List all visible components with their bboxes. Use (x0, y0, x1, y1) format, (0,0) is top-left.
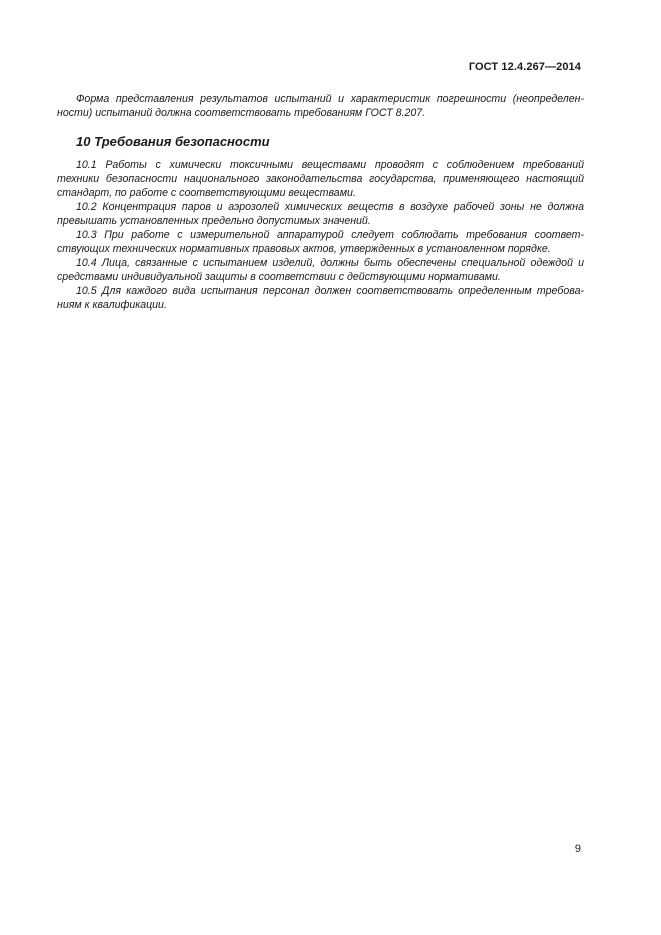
item-10-1-line-3: стандарт, по работе с соответствующими веществами. (57, 187, 356, 199)
item-10-1-line-1: 10.1 Работы с химически токсичными веществами проводят с соблюдением требований (76, 159, 584, 171)
item-10-3-line-1: 10.3 При работе с измерительной аппаратурой следует соблюдать требования соответ- (76, 229, 584, 241)
item-10-3 (57, 228, 584, 256)
item-10-3-line-2: ствующих технических нормативных правовых актов, утвержденных в установленном порядке. (57, 243, 551, 255)
item-10-4 (57, 256, 584, 284)
section-heading: 10 Требования безопасности (76, 134, 270, 149)
item-10-4-line-2: средствами индивидуальной защиты в соответствии с действующими нормативами. (57, 271, 501, 283)
item-10-1-line-2: техники безопасности национального законодательства государства, применяющего настоящий (57, 173, 584, 185)
intro-line-1: Форма представления результатов испытаний и характеристик погрешности (неопределен- (76, 93, 584, 105)
page-number: 9 (574, 843, 581, 855)
document-code: ГОСТ 12.4.267—2014 (468, 61, 581, 73)
item-10-5-line-2: ниям к квалификации. (57, 299, 167, 311)
section-body (57, 158, 584, 312)
item-10-2-line-1: 10.2 Концентрация паров и аэрозолей химических веществ в воздухе рабочей зоны не должна (76, 201, 584, 213)
item-10-2 (57, 200, 584, 228)
item-10-5 (57, 284, 584, 312)
intro-line-2: ности) испытаний должна соответствовать требованиям ГОСТ 8.207. (57, 107, 426, 119)
item-10-1 (57, 158, 584, 200)
intro-paragraph (57, 92, 584, 120)
item-10-5-line-1: 10.5 Для каждого вида испытания персонал должен соответствовать определенным требова- (76, 285, 584, 297)
item-10-2-line-2: превышать установленных предельно допустимых значений. (57, 215, 371, 227)
item-10-4-line-1: 10.4 Лица, связанные с испытанием изделий, должны быть обеспечены специальной одеждой и (76, 257, 584, 269)
